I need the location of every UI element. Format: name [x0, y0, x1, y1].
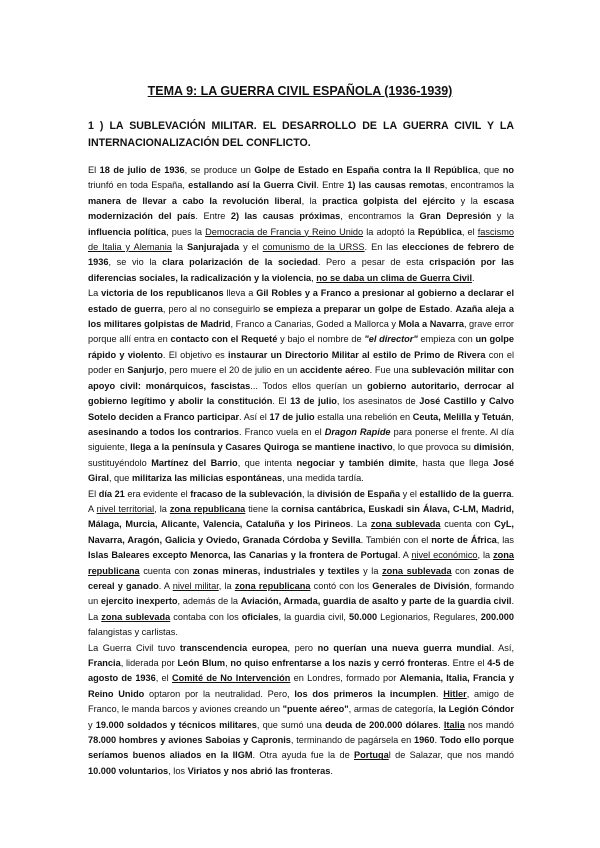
text-run: . Así el: [239, 411, 270, 422]
text-run: lleva a: [223, 288, 257, 299]
text-run: y la: [491, 211, 514, 222]
text-run: Gran Depresión: [419, 211, 492, 222]
text-run: y la: [359, 565, 383, 576]
text-run: zona republicana: [234, 580, 311, 591]
text-run: l de Salazar, que nos mandó: [388, 750, 514, 761]
text-run: Francia: [88, 658, 121, 668]
text-run: nivel militar: [172, 580, 219, 591]
text-run: .: [449, 303, 456, 314]
text-run: contaba con los: [170, 611, 242, 622]
text-run: José Castillo y Calvo Sotelo deciden a Franco participar: [88, 396, 514, 422]
text-run: Democracia de Francia y Reino Unido: [205, 226, 364, 237]
text-run: , pero al no conseguirlo: [162, 303, 264, 314]
text-run: León Blum: [177, 658, 226, 668]
text-run: estallido de la guerra: [419, 488, 512, 499]
text-run: 10.000 voluntarios: [88, 765, 169, 776]
text-run: . A: [158, 580, 173, 591]
text-run: Dragon Rapide: [324, 426, 391, 437]
text-run: La Guerra Civil tuvo: [88, 642, 180, 653]
text-run: . También con el: [360, 534, 432, 545]
text-run: tiene la: [245, 503, 282, 514]
text-run: Ceuta, Melilla y Tetuán: [412, 411, 512, 422]
text-run: .: [435, 688, 444, 699]
text-run: , se produce un: [184, 165, 255, 175]
text-run: Todo ello porque seríamos buenos aliados en la IIGM: [88, 735, 514, 761]
text-run: influencia política: [88, 226, 167, 237]
text-run: zona sublevada: [370, 519, 441, 530]
text-run: zona republicana: [169, 503, 246, 514]
text-run: Viriatos y nos abrió las fronteras: [187, 765, 331, 776]
text-run: escasa modernización del país: [88, 195, 514, 222]
text-run: ejercito inexperto: [100, 596, 178, 607]
paragraph-coup: [88, 286, 514, 486]
text-run: CyL, Navarra, Aragón, Galicia y Oviedo, Granada Córdoba y Sevilla: [88, 519, 514, 545]
text-run: 1960: [413, 735, 435, 746]
text-run: ... Todos ellos querían un: [250, 380, 368, 391]
text-run: Hitler: [443, 688, 467, 699]
text-run: , las: [496, 534, 514, 545]
body-text: [88, 163, 514, 779]
text-run: Aviación, Armada, guardia de asalto y parte de la guardia civil: [240, 596, 512, 607]
text-run: . A: [88, 488, 514, 514]
text-run: gobierno autoritario, derrocar al gobierno legítimo y abolir la constitución: [88, 380, 515, 407]
text-run: con el poder en: [88, 349, 514, 376]
text-run: en Londres, formado por: [290, 673, 400, 684]
text-run: 200.000: [480, 611, 515, 622]
text-run: . El: [272, 396, 291, 407]
text-run: , la: [302, 488, 317, 499]
text-run: 13 de julio: [290, 396, 337, 407]
text-run: . El objetivo es: [162, 349, 229, 360]
text-run: norte de África: [431, 534, 497, 545]
text-run: dimisión: [473, 442, 512, 453]
text-run: estalla una rebelión en: [314, 411, 413, 422]
text-run: cornisa cantábrica, Euskadi sin Álava, C-LM, Madrid, Málaga, Murcia, Alicante, Valencia, Cataluña y los Pirineos: [88, 503, 514, 530]
text-run: era evidente el: [124, 488, 191, 499]
text-run: ,: [225, 658, 231, 668]
text-run: Mola a Navarra: [398, 319, 464, 330]
text-run: , hasta que llega: [415, 457, 494, 468]
text-run: instaurar un Directorio Militar al estilo de Primo de Rivera: [228, 349, 486, 360]
text-run: , terminando de pagársela en: [290, 735, 414, 746]
text-run: no: [502, 165, 514, 175]
text-run: falangistas y carlistas.: [88, 627, 178, 638]
text-run: , la: [154, 503, 170, 514]
text-run: contacto con el Requeté: [170, 334, 278, 345]
text-run: , pues la: [166, 226, 206, 237]
text-run: un golpe rápido y violento: [88, 334, 514, 360]
text-run: . Otra ayuda fue la de: [252, 750, 355, 761]
text-run: zonas de cereal y ganado: [88, 565, 515, 591]
text-run: zona republicana: [88, 550, 514, 576]
text-run: , que: [108, 473, 132, 484]
text-run: y la: [455, 195, 484, 206]
text-run: Generales de División: [372, 580, 470, 591]
text-run: , que: [477, 165, 503, 175]
text-run: , armas de categoría,: [348, 704, 439, 715]
text-run: , formando un: [88, 580, 514, 607]
text-run: fascismo de Italia y Alemania: [88, 226, 514, 253]
paragraph-internationalization: [88, 641, 514, 780]
page-title: TEMA 9: LA GUERRA CIVIL ESPAÑOLA (1936-1939): [147, 84, 453, 98]
text-run: . Entre: [195, 211, 231, 222]
text-run: zona sublevada: [101, 611, 171, 622]
text-run: zonas mineras, industriales y textiles: [192, 565, 360, 576]
text-run: , que intenta: [237, 457, 297, 468]
text-run: división de España: [316, 488, 401, 499]
paragraph-zones: [88, 487, 514, 641]
text-run: . Fue una: [369, 365, 412, 376]
text-run: con: [451, 565, 474, 576]
text-run: estallando así la Guerra Civil: [188, 180, 317, 191]
text-run: clara polarización de la sociedad: [162, 257, 318, 268]
text-run: Martínez del Barrio: [151, 457, 238, 468]
text-run: y el: [239, 242, 263, 253]
text-run: , pero muere el 20 de julio en un: [163, 365, 300, 376]
text-run: deuda de 200.000 dólares: [325, 719, 439, 730]
text-run: Golpe de Estado en España contra la II República: [254, 165, 478, 175]
text-run: , además de la: [177, 596, 241, 607]
text-run: , pero: [287, 642, 318, 653]
text-run: . Entre: [316, 180, 348, 191]
text-run: 4-5 de agosto de 1936: [88, 658, 514, 684]
text-run: República: [417, 226, 462, 237]
text-run: , se vio la: [108, 257, 163, 268]
text-run: oficiales: [241, 611, 279, 622]
text-run: nos mandó: [464, 719, 514, 730]
text-run: 2) las causas próximas: [230, 211, 341, 222]
text-run: . Entre el: [447, 658, 488, 668]
text-run: accidente aéreo: [299, 365, 370, 376]
text-run: cuenta con: [440, 519, 495, 530]
text-run: elecciones de febrero de 1936: [88, 242, 514, 268]
text-run: negociar y también dimite: [296, 457, 416, 468]
text-run: manera de llevar a cabo la revolución liberal: [88, 195, 302, 206]
text-run: , el: [461, 226, 478, 237]
text-run: El: [88, 488, 99, 499]
text-run: llega a la península y Casares Quiroga se mantiene inactivo: [130, 442, 393, 453]
text-run: Alemania, Italia, Francia y Reino Unido: [88, 673, 514, 699]
text-run: 78.000 hombres y aviones Saboias y Capronis: [88, 735, 291, 746]
text-run: .: [438, 719, 444, 730]
text-run: , amigo de Franco, le manda barcos y aviones creando un: [88, 688, 514, 715]
text-run: y bajo el nombre de: [277, 334, 365, 345]
text-run: nivel económico: [411, 550, 478, 561]
text-run: la Legión Cóndor: [438, 704, 514, 715]
text-run: crispación por las diferencias sociales, la radicalización y la violencia: [88, 257, 515, 283]
text-run: militariza las milicias espontáneas: [131, 473, 283, 484]
text-run: triunfó en toda España,: [88, 180, 189, 191]
text-run: 18 de julio de 1936: [99, 165, 185, 175]
text-run: victoria de los republicanos: [101, 288, 224, 299]
text-run: , el: [155, 673, 172, 684]
text-run: 17 de julio: [269, 411, 315, 422]
text-run: la: [171, 242, 188, 253]
text-run: Gil Robles y a Franco a presionar al gobierno a declarar el estado de guerra: [88, 288, 514, 314]
text-run: . En las: [364, 242, 402, 253]
text-run: .: [472, 272, 475, 283]
text-run: 19.000 soldados y técnicos militares: [95, 719, 257, 730]
text-run: El: [88, 165, 100, 175]
text-run: . Franco vuela en el: [239, 426, 325, 437]
text-run: , la: [301, 195, 323, 206]
text-run: no se daba un clima de Guerra Civil: [316, 272, 473, 283]
text-run: La: [88, 288, 102, 299]
text-run: . Pero a pesar de esta: [317, 257, 430, 268]
text-run: se empieza a preparar un golpe de Estado: [263, 303, 450, 314]
text-run: empieza con: [417, 334, 476, 345]
text-run: , una medida tardía.: [282, 473, 364, 484]
text-run: , la: [218, 580, 235, 591]
text-run: . A: [397, 550, 412, 561]
paragraph-causes: [88, 163, 514, 286]
text-run: . La: [88, 596, 514, 622]
text-run: nivel territorial: [96, 503, 155, 514]
text-run: , los asesinatos de: [336, 396, 420, 407]
text-run: , sustituyéndolo: [88, 442, 514, 468]
text-run: "el director": [364, 334, 418, 345]
text-run: zona sublevada: [382, 565, 452, 576]
text-run: . Así,: [491, 642, 515, 653]
text-run: no quiso enfrentarse a los nazis y cerró fronteras: [230, 658, 448, 668]
text-run: cuenta con: [139, 565, 193, 576]
text-run: Comité de No Intervención: [171, 673, 291, 684]
text-run: , lo que provoca su: [392, 442, 474, 453]
text-run: día 21: [98, 488, 125, 499]
text-run: . La: [350, 519, 371, 530]
text-run: 50.000: [349, 611, 378, 622]
text-run: para ponerse el frente. Al día siguiente,: [88, 426, 515, 453]
text-run: , la guardia civil,: [278, 611, 349, 622]
text-run: ,: [511, 411, 514, 422]
text-run: asesinando a todos los contrarios: [88, 426, 240, 437]
text-run: , la: [477, 550, 494, 561]
text-run: Azaña aleja a los militares golpistas de Madrid: [88, 303, 514, 330]
text-run: , Franco a Canarias, Goded a Mallorca y: [230, 319, 399, 330]
text-run: "puente aéreo": [282, 704, 349, 715]
text-run: , encontramos la: [340, 211, 420, 222]
text-run: Sanjurjo: [127, 365, 164, 376]
text-run: , liderada por: [120, 658, 178, 668]
text-run: y el: [400, 488, 420, 499]
text-run: Italia: [443, 719, 465, 730]
text-run: contó con los: [310, 580, 373, 591]
text-run: Portuga: [354, 750, 389, 761]
text-run: , los: [168, 765, 188, 776]
text-run: Legionarios, Regulares,: [377, 611, 481, 622]
text-run: los dos primeros la incumplen: [294, 688, 436, 699]
section-heading: 1 ) LA SUBLEVACIÓN MILITAR. EL DESARROLLO DE LA GUERRA CIVIL Y LA INTERNACIONALIZACIÓN DEL CONFLICTO.: [88, 120, 514, 149]
text-run: ,: [311, 272, 317, 283]
text-run: fracaso de la sublevación: [190, 488, 303, 499]
text-run: .: [434, 735, 440, 746]
text-run: José Giral: [88, 457, 514, 484]
text-run: , grave error porque allí entra en: [88, 319, 514, 345]
text-run: , encontramos la: [444, 180, 515, 191]
text-run: sublevación militar con apoyo civil: monárquicos, fascistas: [88, 365, 514, 391]
text-run: Islas Baleares excepto Menorca, las Canarias y la frontera de Portugal: [88, 550, 398, 561]
text-run: , que sumó una: [256, 719, 326, 730]
text-run: 1) las causas remotas: [347, 180, 445, 191]
text-run: practica golpista del ejército: [322, 195, 456, 206]
text-run: comunismo de la URSS: [262, 242, 365, 253]
text-run: Sanjurajada: [187, 242, 240, 253]
text-run: y: [88, 719, 96, 730]
text-run: la adoptó la: [363, 226, 418, 237]
text-run: transcendencia europea: [179, 642, 288, 653]
text-run: no querían una nueva guerra mundial: [317, 642, 492, 653]
text-run: .: [330, 765, 333, 776]
text-run: optaron por la neutralidad. Pero,: [144, 688, 295, 699]
